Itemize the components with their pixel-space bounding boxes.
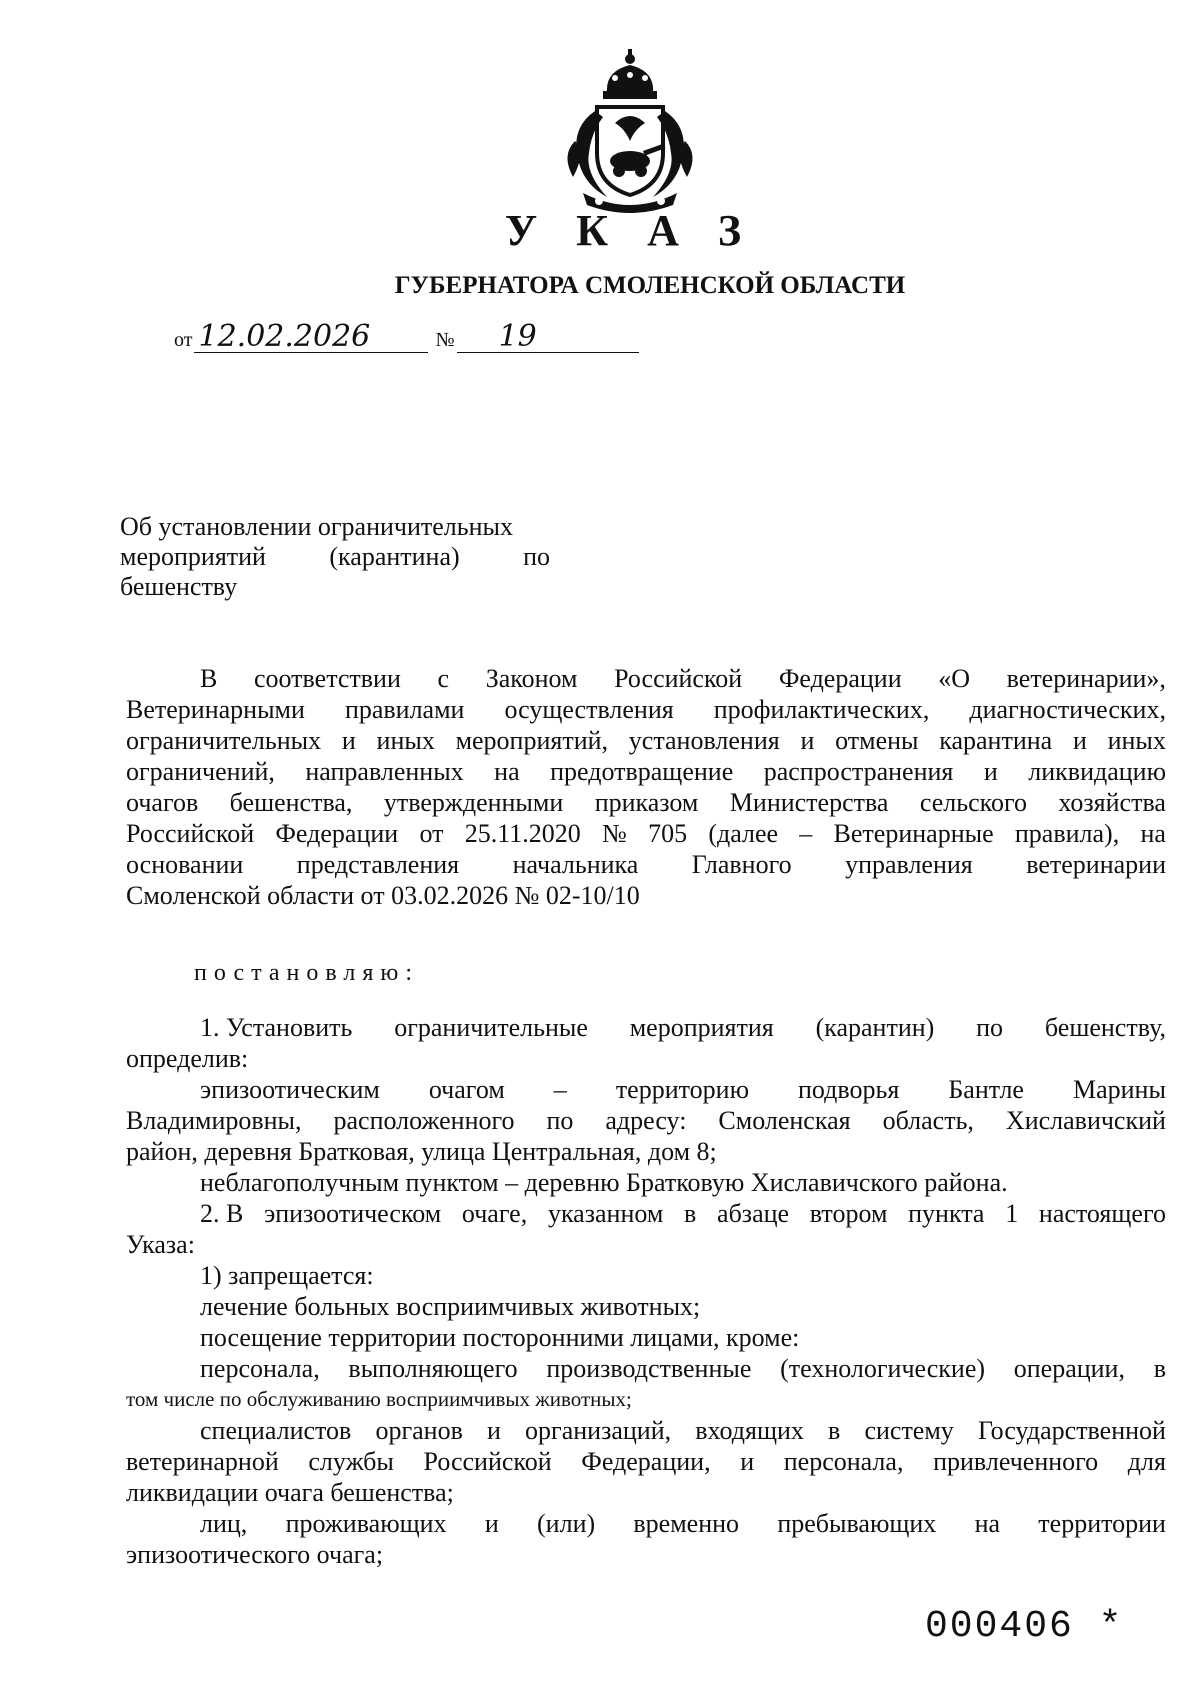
text-line xyxy=(126,1353,1166,1384)
word: 1. Установить xyxy=(200,1013,353,1042)
word: – xyxy=(799,819,813,848)
word: на xyxy=(974,1509,1001,1538)
word: утвержденными xyxy=(383,788,564,817)
word: 1 xyxy=(1005,1199,1019,1228)
text-line xyxy=(126,756,1166,787)
number-value: 19 xyxy=(457,322,639,353)
word: проживающих xyxy=(285,1509,447,1538)
number-prefix: № xyxy=(435,329,455,351)
text-line: район, деревня Братковая, улица Центральная, дом 8; xyxy=(126,1137,717,1166)
text-line: эпизоотического очага; xyxy=(126,1540,384,1569)
word: временно xyxy=(633,1509,740,1538)
preamble-paragraph xyxy=(126,663,1166,911)
word: эпизоотическим xyxy=(200,1075,380,1104)
word: и xyxy=(341,726,356,755)
word: указанном xyxy=(547,1199,664,1228)
word: персонала, xyxy=(783,1447,904,1476)
word: (карантин) xyxy=(815,1013,935,1042)
text-line xyxy=(126,1198,1166,1229)
text-line xyxy=(126,694,1166,725)
word: Российской xyxy=(423,1447,552,1476)
word: Федерации xyxy=(275,819,399,848)
word: Смоленская xyxy=(718,1106,851,1135)
word: предотвращение xyxy=(550,757,734,786)
text-line: 1) запрещается: xyxy=(200,1261,374,1290)
word: выполняющего xyxy=(348,1354,518,1383)
word: Ветеринарные xyxy=(833,819,994,848)
word: Государственной xyxy=(977,1416,1166,1445)
word: Владимировны, xyxy=(126,1106,302,1135)
text-line xyxy=(126,1415,1166,1446)
word: и xyxy=(983,757,998,786)
text-line: посещение территории посторонними лицами, кроме: xyxy=(200,1323,800,1352)
word: профилактических, xyxy=(713,695,930,724)
text-line xyxy=(126,1446,1166,1477)
word: в xyxy=(684,1199,697,1228)
word: ликвидацию xyxy=(1028,757,1166,786)
subject-line: бешенству xyxy=(120,572,238,601)
point-1 xyxy=(126,1012,1166,1198)
word: ветеринарной xyxy=(126,1447,279,1476)
word: и xyxy=(484,1509,499,1538)
word: мероприятий, xyxy=(455,726,609,755)
word: правилами xyxy=(344,695,465,724)
word: на xyxy=(1140,819,1166,848)
word: Ветеринарными xyxy=(126,695,305,724)
text-line xyxy=(126,787,1166,818)
word: очагом xyxy=(428,1075,505,1104)
word: распространения xyxy=(763,757,954,786)
text-line xyxy=(126,818,1166,849)
word: начальника xyxy=(512,850,639,879)
subject-line: мероприятий (карантина) по xyxy=(120,542,550,571)
word: в xyxy=(1153,1354,1166,1383)
word: область, xyxy=(882,1106,974,1135)
word: ветеринарии», xyxy=(1006,664,1166,693)
word: бешенству, xyxy=(1044,1013,1166,1042)
word: мероприятия xyxy=(629,1013,774,1042)
word: Марины xyxy=(1072,1075,1166,1104)
word: территории xyxy=(1038,1509,1166,1538)
word: службы xyxy=(308,1447,394,1476)
coat-of-arms-emblem xyxy=(555,45,705,215)
word: Федерации, xyxy=(581,1447,711,1476)
text-line: лечение больных восприимчивых животных; xyxy=(200,1292,701,1321)
word: очагов xyxy=(126,788,199,817)
word: систему xyxy=(864,1416,954,1445)
text-line xyxy=(126,725,1166,756)
word: операции, xyxy=(1013,1354,1125,1383)
word: 2. В xyxy=(200,1199,244,1228)
subject-line: Об установлении ограничительных xyxy=(120,512,514,541)
word: и xyxy=(800,726,815,755)
text-line xyxy=(126,1105,1166,1136)
word: хозяйства xyxy=(1058,788,1166,817)
text-line: ликвидации очага бешенства; xyxy=(126,1478,454,1507)
word: направленных xyxy=(305,757,464,786)
document-subtitle: ГУБЕРНАТОРА СМОЛЕНСКОЙ ОБЛАСТИ xyxy=(394,272,906,299)
word: с xyxy=(437,664,450,693)
word: входящих xyxy=(695,1416,804,1445)
word: осуществления xyxy=(504,695,674,724)
word: специалистов xyxy=(200,1416,352,1445)
text-line xyxy=(126,1012,1166,1043)
word: иных xyxy=(376,726,435,755)
word: в xyxy=(828,1416,841,1445)
word: и xyxy=(1072,726,1087,755)
word: и xyxy=(740,1447,755,1476)
word: настоящего xyxy=(1038,1199,1166,1228)
text-line xyxy=(126,663,1166,694)
word: – xyxy=(553,1075,567,1104)
word: управления xyxy=(845,850,973,879)
word: ограничений, xyxy=(126,757,275,786)
date-value: 12.02.2026 xyxy=(194,322,428,353)
text-line: том числе по обслуживанию восприимчивых животных; xyxy=(126,1387,632,1411)
word: подворья xyxy=(798,1075,900,1104)
text-line: неблагополучным пунктом – деревню Братковую Хиславичского района. xyxy=(200,1168,1008,1197)
word: эпизоотическом xyxy=(264,1199,442,1228)
word: карантина xyxy=(939,726,1053,755)
word: Российской xyxy=(614,664,743,693)
word: Бантле xyxy=(948,1075,1024,1104)
word: отмены xyxy=(835,726,919,755)
word: очаге, xyxy=(461,1199,528,1228)
word: ветеринарии xyxy=(1026,850,1166,879)
date-number-line xyxy=(172,319,639,354)
word: Главного xyxy=(691,850,792,879)
word: иных xyxy=(1107,726,1166,755)
word: приказом xyxy=(594,788,699,817)
text-line xyxy=(126,1074,1166,1105)
word: 705 xyxy=(648,819,688,848)
word: привлеченного xyxy=(933,1447,1099,1476)
word: Законом xyxy=(485,664,578,693)
word: правила), xyxy=(1014,819,1120,848)
resolve-word: постановляю: xyxy=(194,960,419,986)
word: от xyxy=(419,819,444,848)
date-prefix: от xyxy=(174,329,193,351)
word: Хиславичский xyxy=(1005,1106,1166,1135)
word: по xyxy=(976,1013,1004,1042)
word: (далее xyxy=(708,819,779,848)
word: на xyxy=(494,757,520,786)
word: Федерации xyxy=(778,664,902,693)
word: адресу: xyxy=(605,1106,687,1135)
text-line: Смоленской области от 03.02.2026 № 02-10/10 xyxy=(126,881,640,910)
word: (или) xyxy=(537,1509,596,1538)
text-line: определив: xyxy=(126,1044,249,1073)
word: соответствии xyxy=(253,664,401,693)
word: пребывающих xyxy=(777,1509,937,1538)
word: втором xyxy=(809,1199,888,1228)
word: сельского xyxy=(919,788,1027,817)
word: основании xyxy=(126,850,244,879)
word: № xyxy=(602,819,627,848)
text-line: Указа: xyxy=(126,1230,195,1259)
word: пункта xyxy=(908,1199,985,1228)
word: (технологические) xyxy=(780,1354,986,1383)
word: лиц, xyxy=(200,1509,248,1538)
text-line xyxy=(126,849,1166,880)
point-2 xyxy=(126,1198,1166,1570)
word: В xyxy=(200,664,218,693)
word: органов xyxy=(375,1416,463,1445)
word: по xyxy=(546,1106,574,1135)
word: 25.11.2020 xyxy=(464,819,581,848)
word: «О xyxy=(938,664,971,693)
word: бешенства, xyxy=(229,788,353,817)
word: территорию xyxy=(615,1075,749,1104)
word: персонала, xyxy=(200,1354,320,1383)
word: ограничительных xyxy=(126,726,322,755)
document-serial-code: 000406 * xyxy=(925,1605,1124,1648)
text-line xyxy=(126,1508,1166,1539)
word: установления xyxy=(628,726,780,755)
document-title: У К А З xyxy=(504,206,756,255)
word: Российской xyxy=(126,819,255,848)
word: организаций, xyxy=(525,1416,672,1445)
word: расположенного xyxy=(333,1106,515,1135)
decree-subject xyxy=(120,512,550,602)
word: Министерства xyxy=(729,788,889,817)
word: и xyxy=(486,1416,501,1445)
word: диагностических, xyxy=(969,695,1166,724)
word: производственные xyxy=(546,1354,752,1383)
word: абзаце xyxy=(717,1199,790,1228)
word: представления xyxy=(296,850,460,879)
word: ограничительные xyxy=(394,1013,588,1042)
word: для xyxy=(1127,1447,1166,1476)
